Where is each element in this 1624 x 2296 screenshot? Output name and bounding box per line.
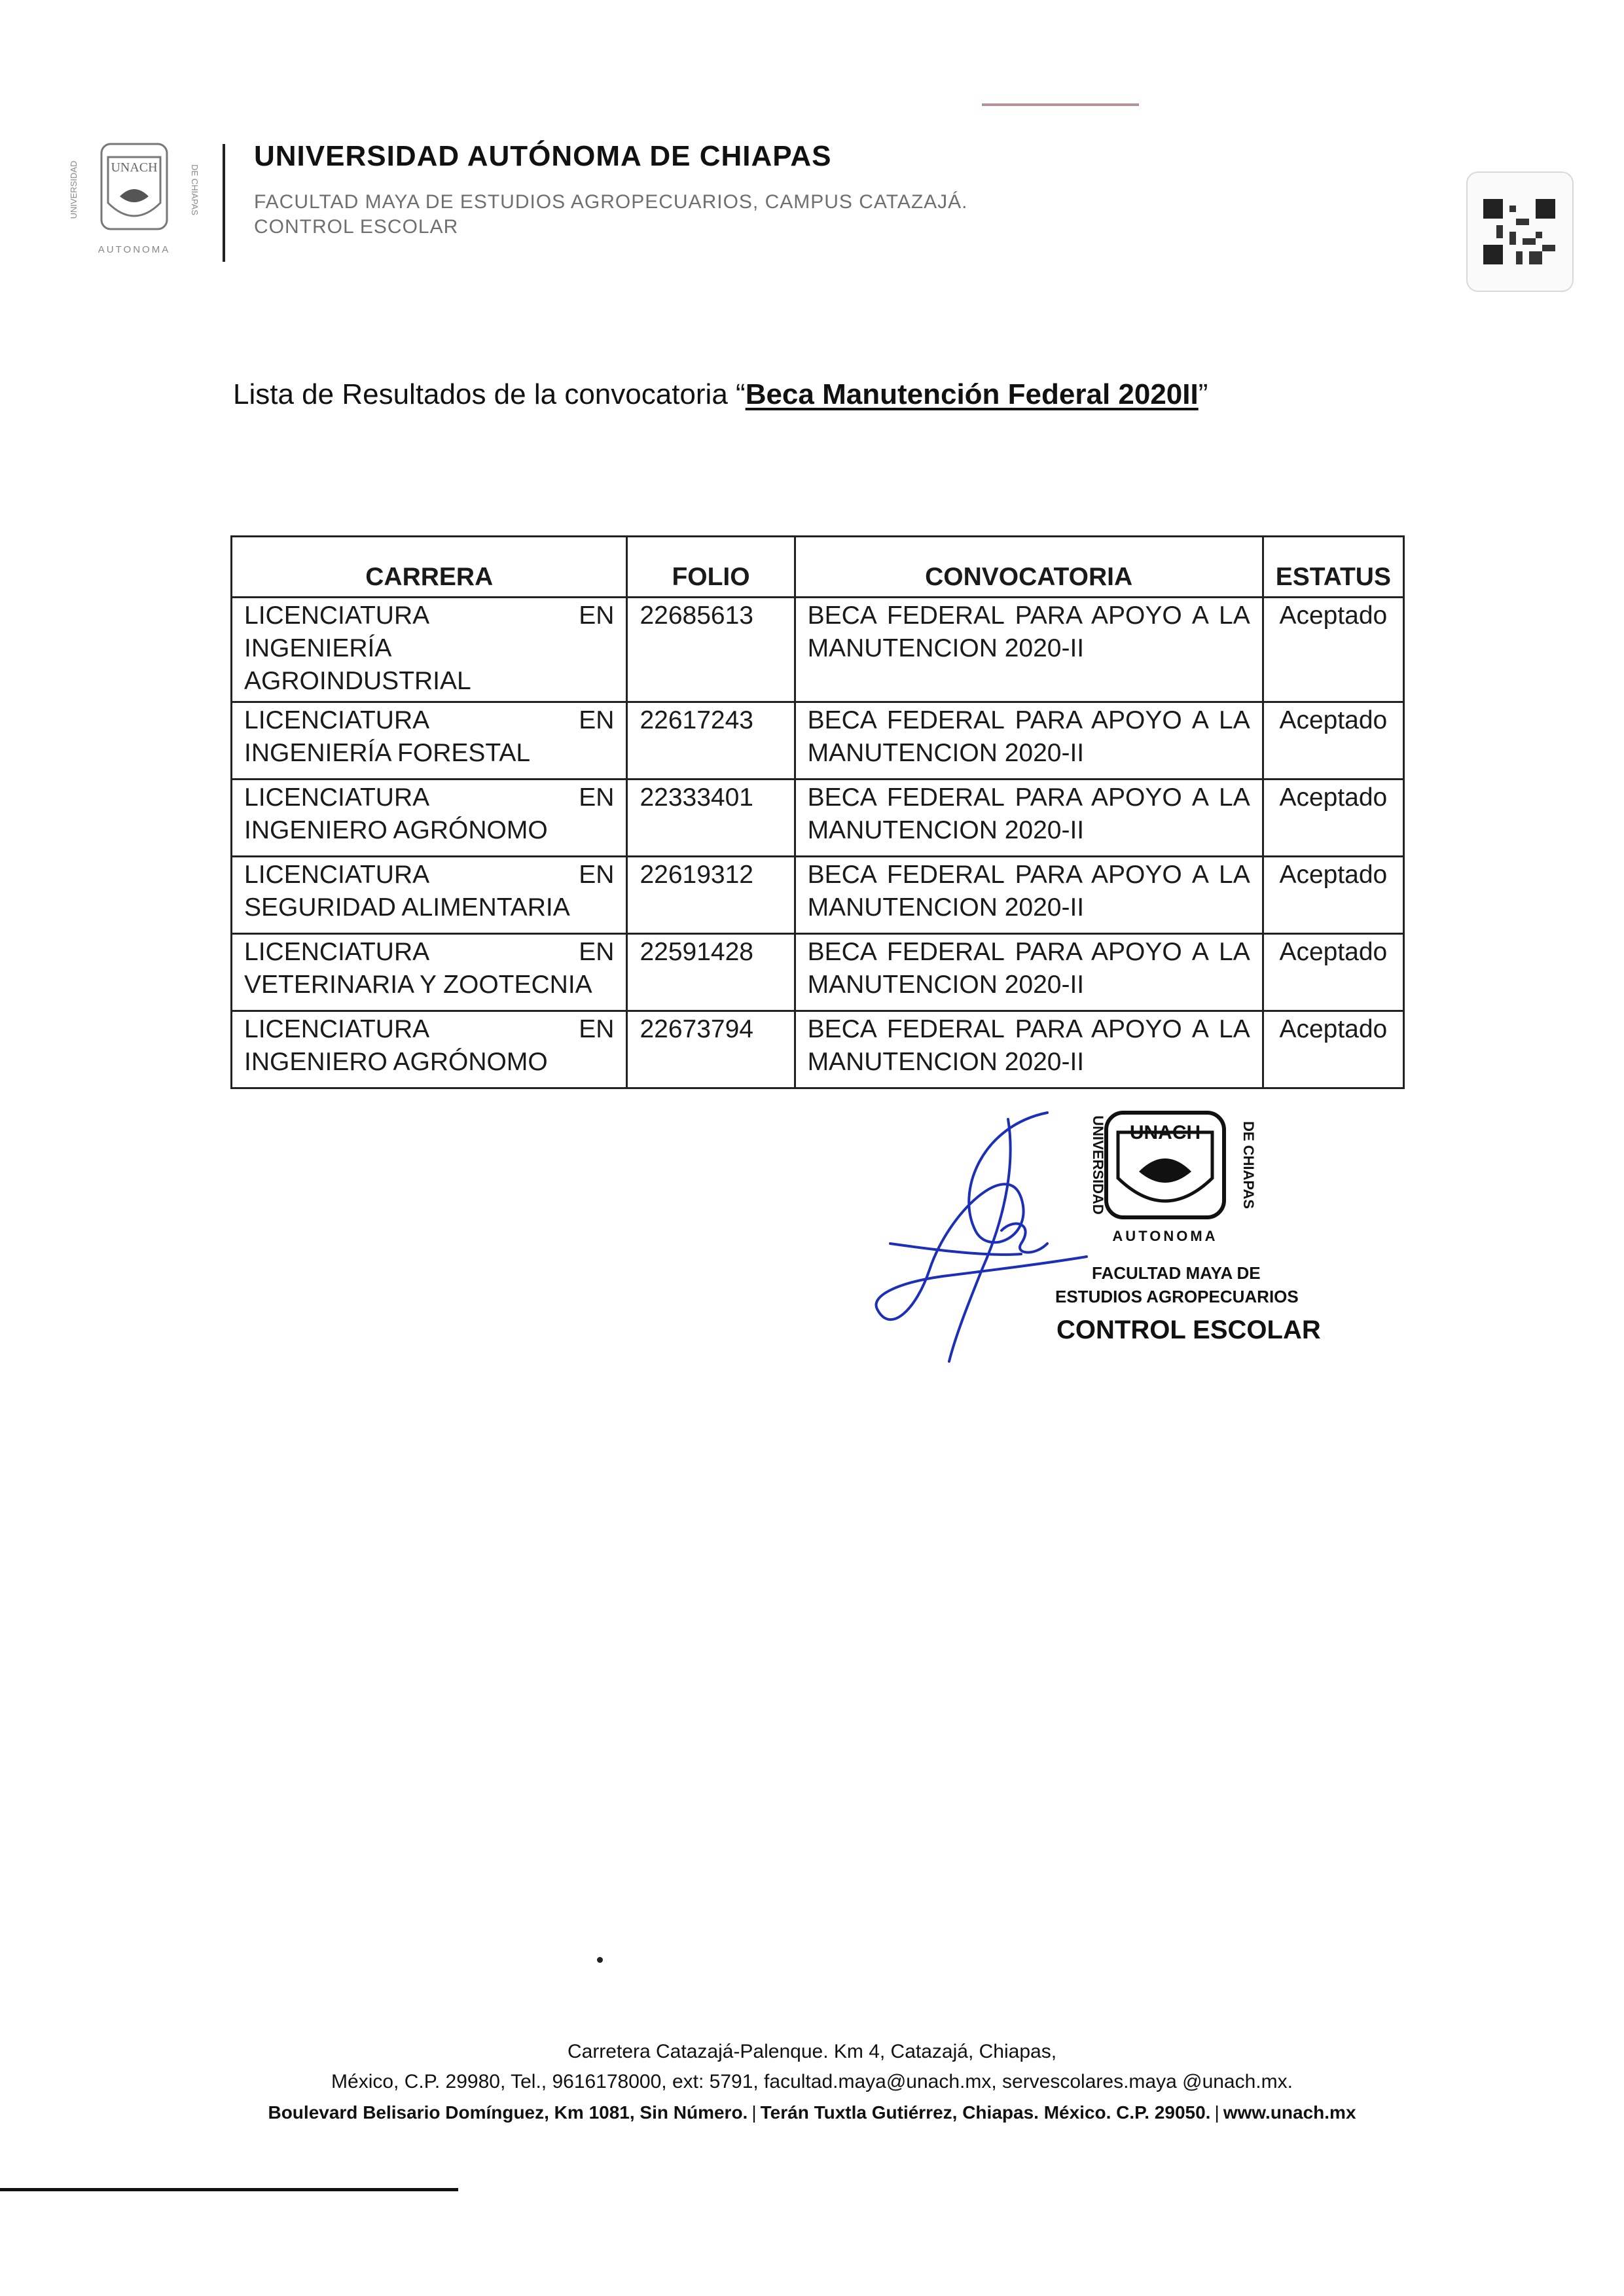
header-divider xyxy=(223,144,225,262)
cell-convocatoria: BECA FEDERAL PARA APOYO A LA MANUTENCION 2020-II xyxy=(795,702,1263,780)
university-logo-icon xyxy=(62,131,206,262)
cell-estatus: Aceptado xyxy=(1263,598,1403,702)
cell-convocatoria: BECA FEDERAL PARA APOYO A LA MANUTENCION 2020-II xyxy=(795,598,1263,702)
cell-convocatoria: BECA FEDERAL PARA APOYO A LA MANUTENCION 2020-II xyxy=(795,780,1263,857)
cell-folio: 22685613 xyxy=(627,598,795,702)
cell-carrera: LICENCIATURA EN VETERINARIA Y ZOOTECNIA xyxy=(232,934,627,1011)
footer-address-line: Carretera Catazajá-Palenque. Km 4, Catazajá, Chiapas, xyxy=(567,2041,1057,2062)
cell-convocatoria: BECA FEDERAL PARA APOYO A LA MANUTENCION 2020-II xyxy=(795,857,1263,934)
title-suffix: ” xyxy=(1198,378,1208,410)
cell-estatus: Aceptado xyxy=(1263,934,1403,1011)
header-carrera: CARRERA xyxy=(232,537,627,598)
results-table xyxy=(230,535,1405,1089)
header-estatus: ESTATUS xyxy=(1263,537,1403,598)
bottom-rule xyxy=(0,2188,458,2191)
header-convocatoria: CONVOCATORIA xyxy=(795,537,1263,598)
stamp-ring-bottom: AUTONOMA xyxy=(1112,1228,1218,1244)
top-decorative-rule xyxy=(982,103,1139,106)
cell-carrera: LICENCIATURA EN INGENIERÍA AGROINDUSTRIAL xyxy=(232,598,627,702)
title-prefix: Lista de Resultados de la convocatoria “ xyxy=(233,378,746,410)
cell-estatus: Aceptado xyxy=(1263,780,1403,857)
stray-dot xyxy=(597,1957,603,1963)
cell-convocatoria: BECA FEDERAL PARA APOYO A LA MANUTENCION 2020-II xyxy=(795,1011,1263,1088)
footer-separator: | xyxy=(1214,2102,1219,2123)
table-row xyxy=(232,702,1404,780)
footer-contact-line: México, C.P. 29980, Tel., 9616178000, ext: 5791, facultad.maya@unach.mx, servescolares.maya @unach.mx. xyxy=(331,2071,1293,2092)
footer-boulevard: Boulevard Belisario Domínguez, Km 1081, Sin Número. xyxy=(268,2102,748,2123)
table-row xyxy=(232,857,1404,934)
cell-carrera: LICENCIATURA EN INGENIERO AGRÓNOMO xyxy=(232,780,627,857)
table-row xyxy=(232,934,1404,1011)
cell-folio: 22619312 xyxy=(627,857,795,934)
office-name: CONTROL ESCOLAR xyxy=(254,216,459,238)
handwritten-signature xyxy=(876,1113,1087,1361)
logo-side-right: DE CHIAPAS xyxy=(190,164,200,215)
cell-carrera: LICENCIATURA EN SEGURIDAD ALIMENTARIA xyxy=(232,857,627,934)
stamp-logo-label: UNACH xyxy=(1129,1122,1201,1143)
cell-estatus: Aceptado xyxy=(1263,1011,1403,1088)
title-emphasis: Beca Manutención Federal 2020II xyxy=(745,378,1199,410)
official-stamp xyxy=(851,1100,1322,1414)
cell-convocatoria: BECA FEDERAL PARA APOYO A LA MANUTENCION 2020-II xyxy=(795,934,1263,1011)
cell-carrera: LICENCIATURA EN INGENIERO AGRÓNOMO xyxy=(232,1011,627,1088)
table-row xyxy=(232,780,1404,857)
cell-estatus: Aceptado xyxy=(1263,857,1403,934)
cell-folio: 22333401 xyxy=(627,780,795,857)
qr-code-icon xyxy=(1466,171,1574,292)
table-row xyxy=(232,1011,1404,1088)
footer-city: Terán Tuxtla Gutiérrez, Chiapas. México. C.P. 29050. xyxy=(760,2102,1211,2123)
cell-folio: 22591428 xyxy=(627,934,795,1011)
table-row xyxy=(232,598,1404,702)
stamp-seal-icon xyxy=(1090,1113,1257,1244)
footer-campus-line xyxy=(0,2102,1624,2123)
footer-separator: | xyxy=(751,2102,757,2123)
university-name: UNIVERSIDAD AUTÓNOMA DE CHIAPAS xyxy=(254,140,832,172)
cell-folio: 22673794 xyxy=(627,1011,795,1088)
cell-carrera: LICENCIATURA EN INGENIERÍA FORESTAL xyxy=(232,702,627,780)
document-title xyxy=(233,378,1208,411)
stamp-line-studies: ESTUDIOS AGROPECUARIOS xyxy=(1055,1287,1299,1306)
header-folio: FOLIO xyxy=(627,537,795,598)
stamp-line-faculty: FACULTAD MAYA DE xyxy=(1092,1263,1261,1283)
cell-estatus: Aceptado xyxy=(1263,702,1403,780)
stamp-ring-left: UNIVERSIDAD xyxy=(1090,1115,1106,1215)
logo-side-left: UNIVERSIDAD xyxy=(69,160,79,219)
table-header-row xyxy=(232,537,1404,598)
footer-website: www.unach.mx xyxy=(1223,2102,1356,2123)
cell-folio: 22617243 xyxy=(627,702,795,780)
stamp-ring-right: DE CHIAPAS xyxy=(1240,1121,1257,1210)
logo-bottom-text: AUTONOMA xyxy=(98,244,171,255)
faculty-name: FACULTAD MAYA DE ESTUDIOS AGROPECUARIOS, CAMPUS CATAZAJÁ. xyxy=(254,191,968,213)
logo-label: UNACH xyxy=(111,160,158,175)
stamp-line-office: CONTROL ESCOLAR xyxy=(1056,1316,1321,1344)
